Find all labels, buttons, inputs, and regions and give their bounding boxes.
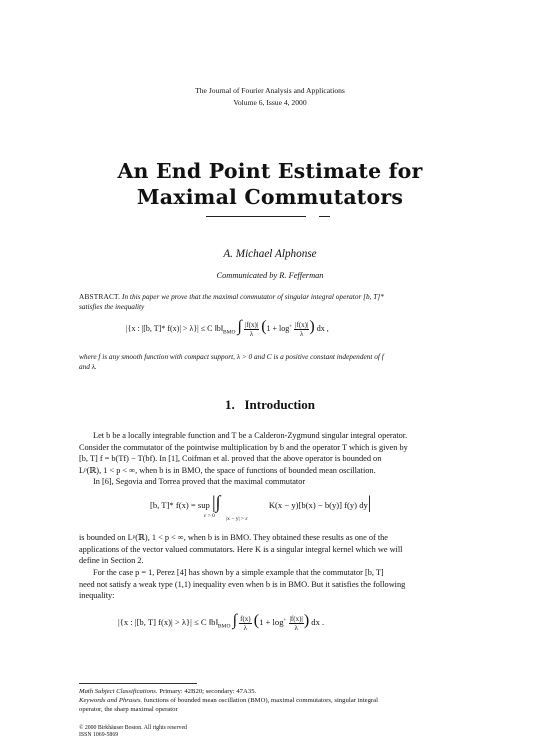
abstract-label: ABSTRACT. bbox=[79, 292, 121, 301]
abstract-eq-log-fraction: $\frac{|f(x)|}{\lambda}$ bbox=[295, 320, 309, 338]
disp2-log-fraction: $\frac{|f(x)|}{\lambda}$ bbox=[289, 614, 303, 632]
section-heading bbox=[0, 397, 540, 413]
author-name: A. Michael Alphonse bbox=[223, 248, 317, 260]
title-line-2: Maximal Commutators bbox=[136, 185, 404, 209]
intro-p3-line-2: need not satisfy a weak type (1,1) inequality even when b is in BMO. But it satisfies the following bbox=[79, 579, 406, 589]
intro-p1-line-4: Lᵖ(ℝ), 1 < p < ∞, when b is in BMO, the space of functions of bounded mean oscillation. bbox=[79, 465, 376, 475]
disp1-sup-subscript: ε > 0 bbox=[204, 513, 215, 519]
footnote-rule bbox=[79, 683, 197, 684]
intro-p3-line-1: For the case p = 1, Perez [4] has shown by a simple example that the commutator [b, T] bbox=[93, 568, 384, 577]
disp2-fraction: $\frac{f(x)}{\lambda}$ bbox=[240, 614, 251, 632]
keywords-text: functions of bounded mean oscillation (BMO), maximal commutators, singular integral bbox=[143, 697, 378, 704]
disp2-left: |{x : |[b, T] f(x)| > λ}| ≤ C ‖b‖ bbox=[118, 617, 218, 627]
journal-name: The Journal of Fourier Analysis and Applications bbox=[195, 86, 345, 95]
footnote-keywords-cont: operator, the sharp maximal operator bbox=[79, 706, 178, 713]
weak-type-inequality: |{x : |[b, T] f(x)| > λ}| ≤ C $‖b‖_{BMO}$ ∫ $\frac{f(x)}{\lambda}$ (1 + log+ $\frac{|f(x)|}{\lambda}$ ) dx . bbox=[118, 612, 325, 632]
title-rule bbox=[206, 216, 306, 217]
disp1-right: K(x − y)[b(x) − b(y)] f(y) dy bbox=[268, 500, 368, 510]
footnote-keywords bbox=[79, 696, 455, 705]
abstract-eq-bmo: BMO bbox=[222, 329, 236, 336]
paper-title bbox=[0, 158, 540, 210]
msc-text: Primary: 42B20; secondary: 47A35. bbox=[159, 688, 257, 695]
disp1-integral-subscript: |x − y| > ε bbox=[226, 516, 248, 522]
footnote-msc bbox=[79, 687, 455, 696]
keywords-label: Keywords and Phrases. bbox=[79, 697, 143, 704]
copyright-line: © 2000 Birkhäuser Boston. All rights reserved bbox=[79, 725, 187, 731]
abstract-equation: |{x : |[b, T]* f(x)| > λ}| ≤ C $‖b‖_{BMO}$ ∫ $\frac{|f(x)|}{\lambda}$ (1 + log+ $\frac{|f(x)|}{\lambda}$ ) dx , bbox=[126, 318, 329, 338]
intro-p1-line-1: Let b be a locally integrable function and T be a Calderon-Zygmund singular integral operator. bbox=[93, 431, 408, 440]
intro-p2-line-3: define in Section 2. bbox=[79, 556, 144, 565]
intro-p1-line-2: Consider the commutator of the pointwise multiplication by b and the operator T which is given by bbox=[79, 442, 408, 452]
abstract-text-1: In this paper we prove that the maximal commutator of singular integral operator [b, T]* bbox=[122, 292, 384, 301]
abstract-line-2: satisfies the inequality bbox=[79, 302, 145, 311]
section-number: 1. bbox=[224, 397, 235, 412]
abstract-eq-fraction: $\frac{|f(x)|}{\lambda}$ bbox=[244, 320, 259, 338]
intro-p2-line-1: is bounded on Lᵖ(ℝ), 1 < p < ∞, when b is in BMO. They obtained these results as one of the bbox=[79, 533, 388, 542]
abstract-eq-left: |{x : |[b, T]* f(x)| > λ}| ≤ C ‖b‖ bbox=[126, 324, 223, 333]
section-title: Introduction bbox=[244, 397, 316, 412]
msc-label: Math Subject Classifications. bbox=[79, 688, 158, 695]
maximal-commutator-definition: [b, T]* f(x) = sup |∫ K(x − y)[b(x) − b(y)] f(y) dy| bbox=[150, 492, 372, 512]
journal-volume: Volume 6, Issue 4, 2000 bbox=[233, 98, 307, 107]
disp2-bmo: BMO bbox=[217, 623, 231, 630]
abstract-line-4: and λ. bbox=[79, 362, 97, 371]
intro-p2-line-2: applications of the vector valued commutators. Here K is a singular integral kernel which we will bbox=[79, 544, 403, 554]
disp2-end: dx . bbox=[311, 617, 325, 627]
title-rule-short bbox=[319, 216, 330, 217]
paren-close: ) bbox=[309, 318, 315, 335]
integral-sign: ∫ bbox=[237, 318, 242, 335]
abstract-line-1 bbox=[79, 292, 455, 302]
intro-p1-line-5: In [6], Segovia and Torrea proved that the maximal commutator bbox=[93, 477, 306, 486]
communicated-by: Communicated by R. Fefferman bbox=[216, 271, 324, 280]
abstract-eq-end: dx , bbox=[316, 324, 329, 333]
abstract-eq-log: 1 + log bbox=[266, 324, 290, 333]
intro-p3-line-3: inequality: bbox=[79, 591, 115, 600]
disp2-log: 1 + log bbox=[259, 617, 284, 627]
title-line-1: An End Point Estimate for bbox=[117, 159, 423, 183]
disp1-left: [b, T]* f(x) = sup bbox=[150, 500, 210, 510]
paren-open: ( bbox=[261, 318, 267, 335]
issn-line: ISSN 1069-5869 bbox=[79, 732, 119, 738]
intro-p1-line-3: [b, T] f = b(Tf) − T(bf). In [1], Coifman et al. proved that the above operator is bounded on bbox=[79, 454, 382, 463]
abstract-line-3: where f is any smooth function with compact support, λ > 0 and C is a positive constant independent of f bbox=[79, 352, 384, 361]
